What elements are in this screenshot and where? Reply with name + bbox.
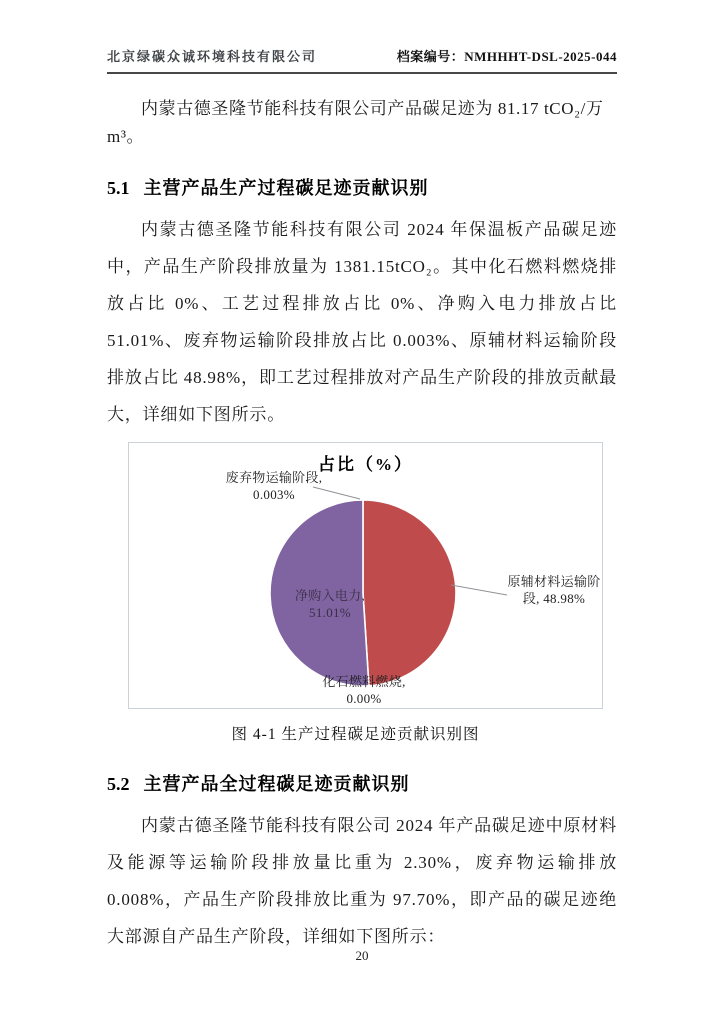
file-number-value: NMHHHT-DSL-2025-044: [464, 49, 617, 64]
pie-label-raw-material-transport: 原辅材料运输阶段, 48.98%: [507, 574, 601, 606]
file-number-label: 档案编号：: [396, 49, 465, 64]
pie-chart: [128, 442, 603, 709]
figure-caption: 图 4-1 生产过程碳足迹贡献识别图: [231, 726, 480, 743]
section-title: 主营产品生产过程碳足迹贡献识别: [143, 178, 429, 198]
section-5-2-paragraph: 内蒙古德圣隆节能科技有限公司 2024 年产品碳足迹中原材料及能源等运输阶段排放量比重为 2.30%，废弃物运输排放 0.008%，产品生产阶段排放比重为 97.70%，即产品的碳足迹绝大部源自产品生产阶段，详细如下图所示：: [107, 816, 617, 946]
intro-paragraph: 内蒙古德圣隆节能科技有限公司产品碳足迹为 81.17 tCO₂/万 m³。: [107, 99, 604, 146]
header-company-name: 北京绿碳众诚环境科技有限公司: [107, 49, 318, 64]
header-file-number: [397, 46, 617, 65]
pie-label-purchased-electricity: 净购入电力, 51.01%: [294, 588, 366, 620]
figure-4-1: [128, 442, 603, 744]
pie-label-fossil-fuel: 化石燃料燃烧, 0.00%: [322, 674, 406, 706]
section-5-1-paragraph: 内蒙古德圣隆节能科技有限公司 2024 年保温板产品碳足迹中，产品生产阶段排放量为 1381.15tCO₂。其中化石燃料燃烧排放占比 0%、工艺过程排放占比 0%、净购入电力排放占比 51.01%、废弃物运输阶段排放占比 0.003%、原辅材料运输阶段排放占比 48.98%，即工艺过程排放对产品生产阶段的排放贡献最大，详细如下图所示。: [107, 220, 617, 424]
section-heading-5-2: [107, 770, 617, 796]
page-number: 20: [355, 948, 369, 963]
section-title: 主营产品全过程碳足迹贡献识别: [143, 774, 410, 794]
section-number: 5.1: [107, 178, 130, 198]
pie-label-waste-transport: 废弃物运输阶段, 0.003%: [225, 470, 323, 502]
section-number: 5.2: [107, 774, 130, 794]
section-heading-5-1: [107, 174, 617, 200]
pie-slice-raw-material-transport: [363, 500, 456, 686]
chart-title: 占比（%）: [318, 455, 413, 474]
document-page: [107, 0, 617, 955]
leader-line-raw-material: [451, 585, 507, 595]
page-header: [107, 0, 617, 74]
